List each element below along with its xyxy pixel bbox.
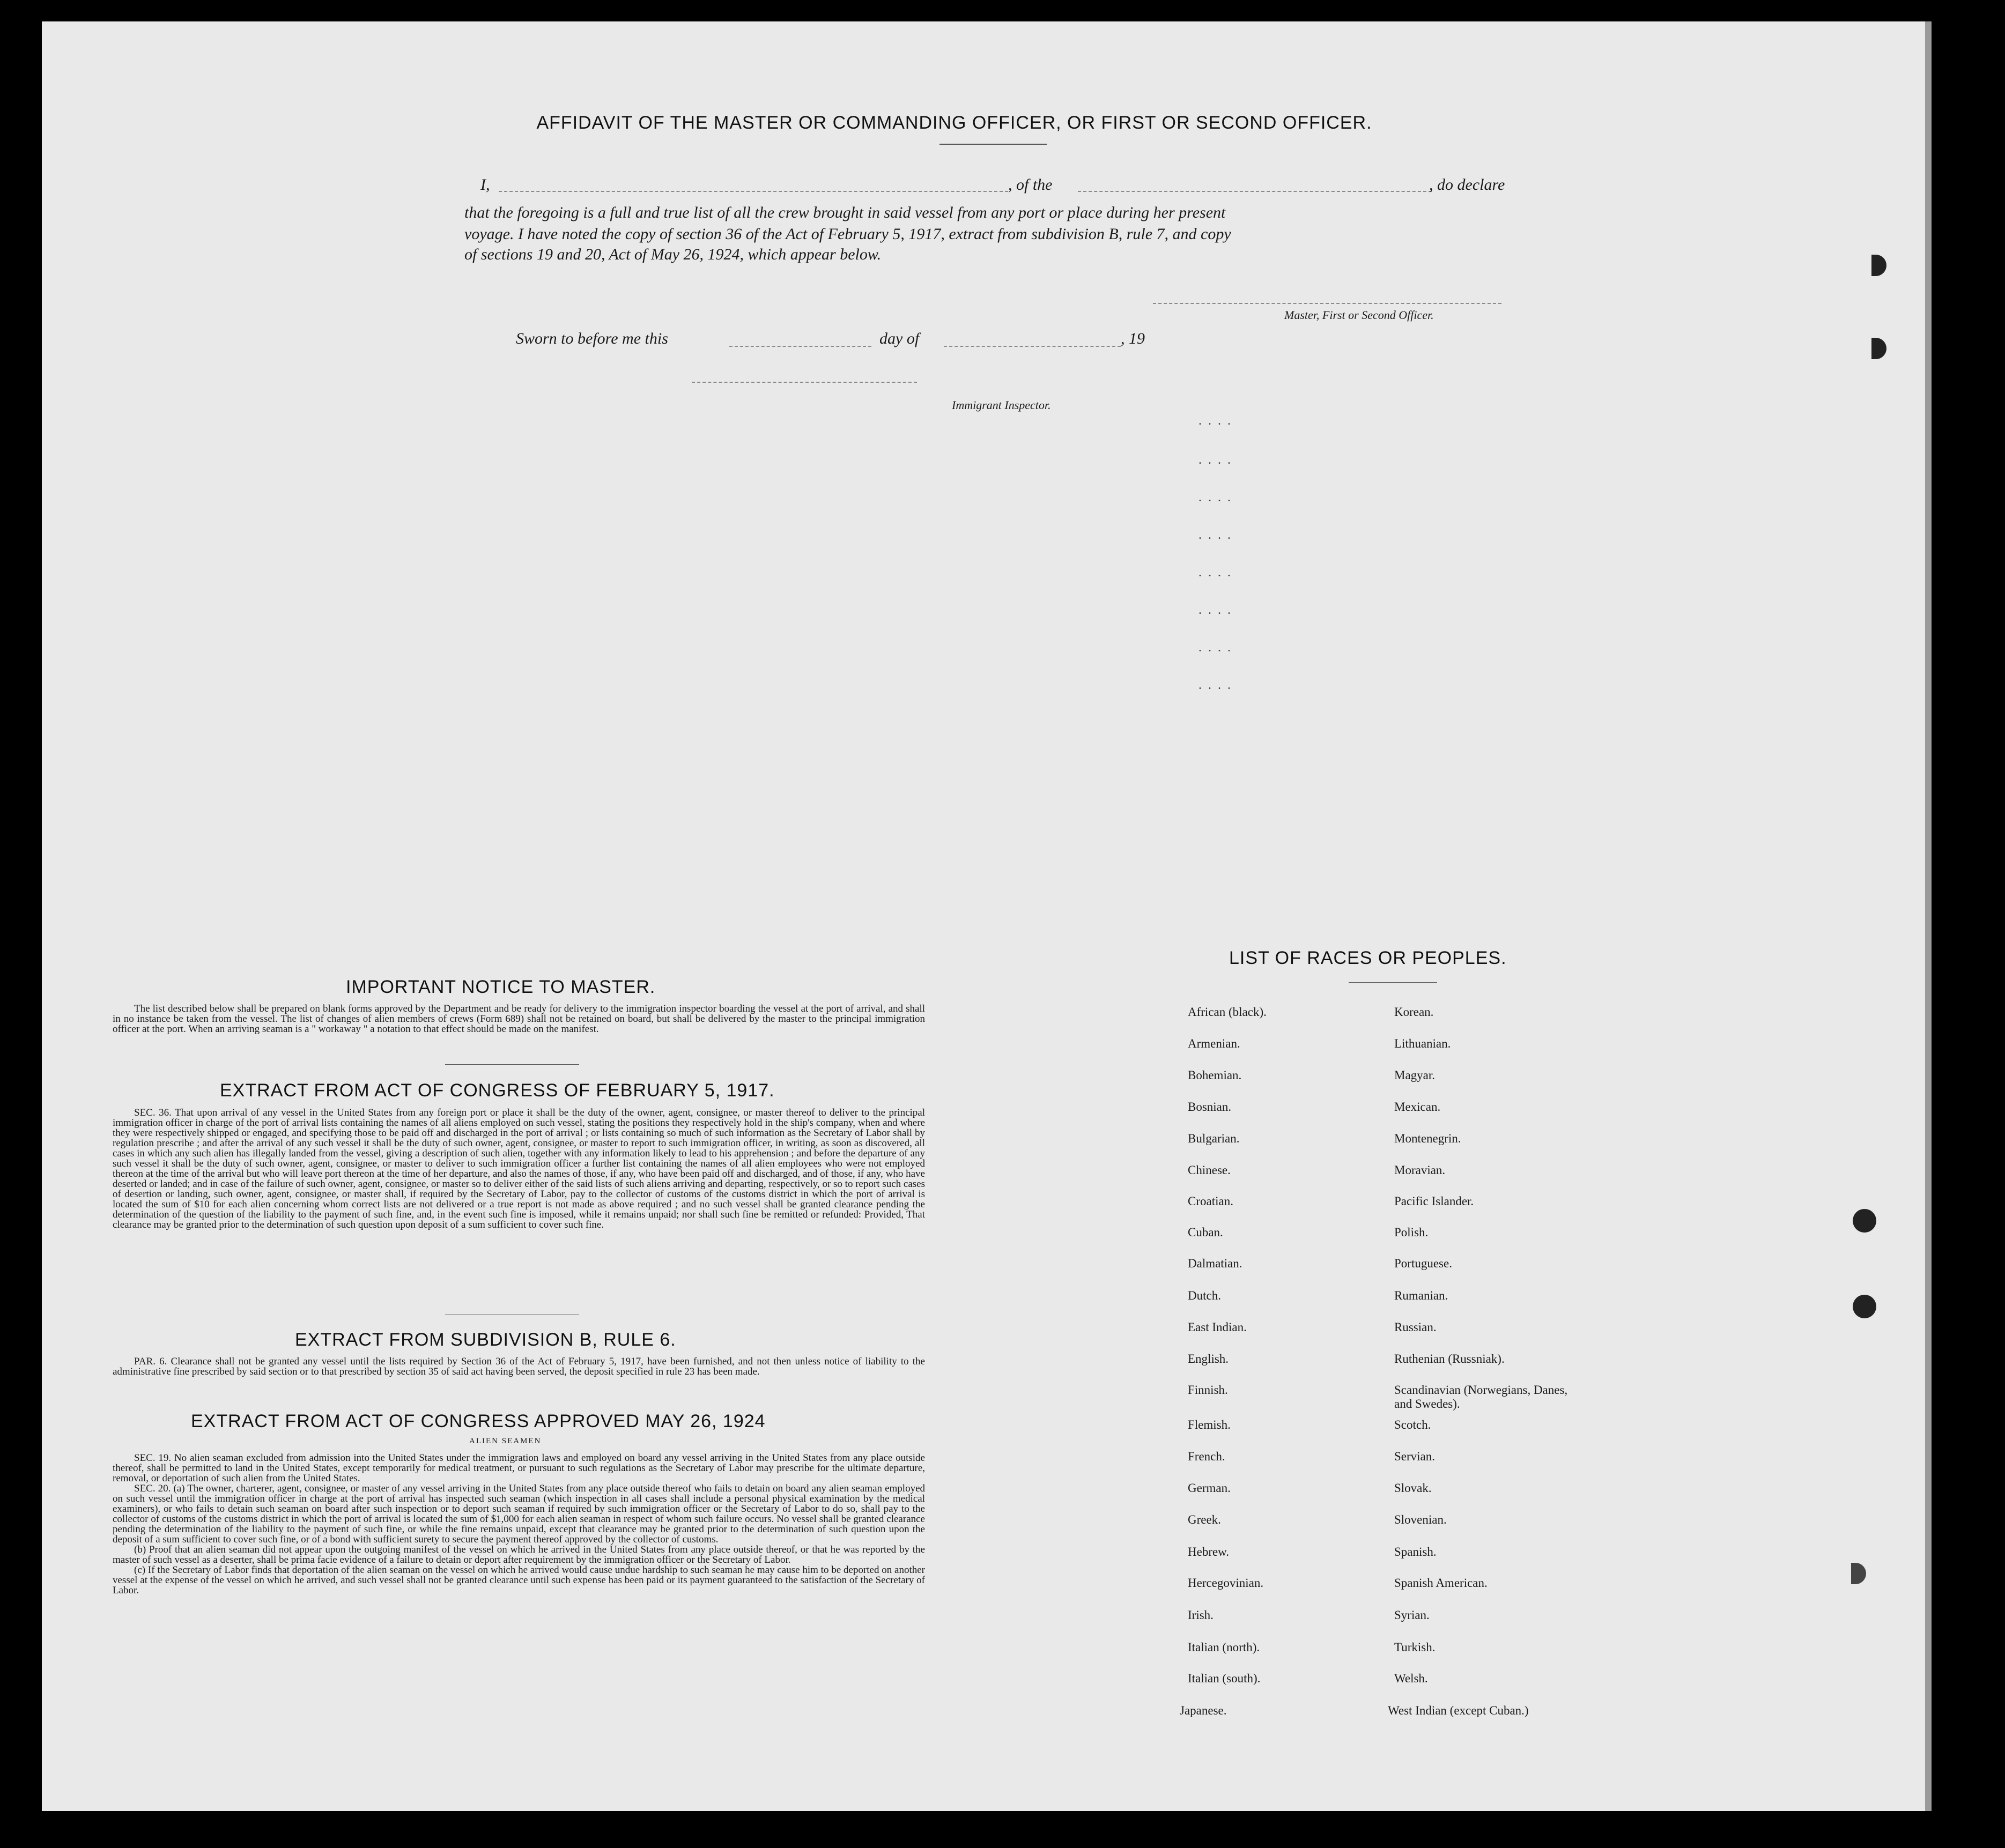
dot-leader: . . . . — [1198, 566, 1231, 580]
extract-1924-sec19: SEC. 19. No alien seaman excluded from admission into the United States under the immigration laws and employed on board any vessel arriving in the United States from any place outside thereof, shall be permitted to land in the United States, except temporarily for medical treatment, or pursuant to such regulations as the Secretary of Labor may prescribe for the ultimate departure, removal, or deportation of such alien from the United States. — [113, 1452, 925, 1484]
race-item: Bohemian. — [1188, 1068, 1242, 1082]
extract-1917-title: EXTRACT FROM ACT OF CONGRESS OF FEBRUARY 5, 1917. — [220, 1080, 775, 1101]
affidavit-title: AFFIDAVIT OF THE MASTER OR COMMANDING OFFICER, OR FIRST OR SECOND OFFICER. — [536, 113, 1372, 133]
extract-1924-block — [113, 1453, 925, 1595]
extract-1924-sec20b: (b) Proof that an alien seaman did not appear upon the outgoing manifest of the vessel on which he arrived in the United States from any place outside thereof, or that he was reported by the master of such vessel as a deserter, shall be prima facie evidence of a failure to detain or deport after requirement by the immigration officer or the Secretary of Labor. — [113, 1544, 925, 1565]
page-edge — [1925, 21, 1932, 1811]
dot-leader: . . . . — [1198, 528, 1231, 542]
affidavit-declare-label: , do declare — [1429, 176, 1505, 194]
extract-1924-sec20a: SEC. 20. (a) The owner, charterer, agent, consignee, or master of any vessel arriving in the United States from any place outside thereof who fails to detain on board any alien seaman employed on such vessel until the immigration officer in charge at the port of arrival has inspected such seaman (which inspection in all cases shall include a personal physical examination by the medical examiners), or who fails to detain such seaman on board after such inspection or to deport such seaman if required by such immigration officer or the Secretary of Labor to do so, shall pay to the collector of customs of the customs district in which the port of arrival is located the sum of $1,000 for each alien seaman in respect of whom such failure occurs. No vessel shall be granted clearance pending the determination of the liability to the payment of such fine, or while the fine remains unpaid, except that clearance may be granted prior to the determination of such question upon the deposit of a sum sufficient to cover such fine, or of a bond with sufficient surety to secure the payment thereof approved by the collector of customs. — [113, 1483, 925, 1545]
race-item: Irish. — [1188, 1608, 1214, 1622]
race-item: English. — [1188, 1352, 1229, 1365]
race-item: Korean. — [1394, 1005, 1434, 1019]
race-item: Hebrew. — [1188, 1545, 1230, 1558]
race-item: Pacific Islander. — [1394, 1194, 1474, 1208]
race-item: Dalmatian. — [1188, 1257, 1242, 1270]
race-item: Finnish. — [1188, 1383, 1228, 1397]
extract-rule-block — [113, 1356, 925, 1377]
notice-title: IMPORTANT NOTICE TO MASTER. — [346, 977, 656, 997]
extract-rule-title: EXTRACT FROM SUBDIVISION B, RULE 6. — [295, 1330, 676, 1350]
race-item: Portuguese. — [1394, 1257, 1452, 1270]
race-item: Rumanian. — [1394, 1289, 1448, 1302]
extract-1917-block — [113, 1108, 925, 1230]
race-item: Hercegovinian. — [1188, 1576, 1264, 1590]
race-item: Scandinavian (Norwegians, Danes, and Swedes). — [1394, 1383, 1568, 1411]
race-item: Dutch. — [1188, 1289, 1221, 1302]
race-item: Armenian. — [1188, 1037, 1240, 1050]
race-item: Moravian. — [1394, 1163, 1446, 1177]
race-item: Polish. — [1394, 1226, 1429, 1239]
title-rule — [939, 144, 1047, 145]
inspector-signature-line — [692, 382, 917, 383]
race-item: Lithuanian. — [1394, 1037, 1451, 1050]
vessel-blank — [1078, 191, 1432, 192]
race-item: Japanese. — [1180, 1704, 1227, 1717]
affidavit-of-the-label: , of the — [1008, 176, 1053, 194]
race-item: West Indian (except Cuban.) — [1388, 1704, 1529, 1717]
race-item: Slovak. — [1394, 1481, 1432, 1495]
day-of-label: day of — [879, 330, 920, 347]
declaration-line-2: voyage. I have noted the copy of section 36 of the Act of February 5, 1917, extract from subdivision B, rule 7, and copy — [464, 225, 1231, 243]
section-rule — [445, 1064, 579, 1065]
extract-1917-text: SEC. 36. That upon arrival of any vessel in the United States from any foreign port or place it shall be the duty of the owner, agent, consignee, or master thereof to deliver to the principal immigration officer in charge of the port of arrival lists containing the names of all aliens employed on such vessel, stating the positions they respectively hold in the ship's company, when and where they were respectively shipped or engaged, and specifying those to be paid off and discharged in the port of arrival ; or lists containing so much of such information as the Secretary of Labor shall by regulation prescribe ; and after the arrival of any such vessel it shall be the duty of such owner, agent, consignee, or master to report to such immigration officer, in writing, as soon as discovered, all cases in which any such alien has illegally landed from the vessel, giving a description of such alien, together with any information likely to lead to his apprehension ; and before the departure of any such vessel it shall be the duty of such owner, agent, consignee, or master to deliver to such immigration officer a further list containing the names of all alien employees who were not employed thereon at the time of the arrival but who will leave port thereon at the time of her departure, and also the names of those, if any, who have been paid off and discharged, and of those, if any, who have deserted or landed; and in case of the failure of such owner, agent, consignee, or master so to deliver either of the said lists of such aliens arriving and departing, respectively, or so to report such cases of desertion or landing, such owner, agent, consignee, or master shall, if required by the Secretary of Labor, pay to the collector of customs of the customs district in which the port of arrival is located the sum of $10 for each alien concerning whom correct lists are not delivered or a true report is not made as above required ; and no such vessel shall be granted clearance pending the determination of the question of the liability to the payment of such fine, and, in the event such fine is imposed, while it remains unpaid; nor shall such fine be remitted or refunded: Provided, That clearance may be granted prior to the determination of such question upon deposit of a sum sufficient to cover such fine. — [113, 1107, 925, 1230]
race-item: East Indian. — [1188, 1320, 1247, 1334]
dot-leader: . . . . — [1198, 603, 1231, 617]
dot-leader: . . . . — [1198, 641, 1231, 655]
race-item: Russian. — [1394, 1320, 1437, 1334]
extract-1924-sec20c: (c) If the Secretary of Labor finds that deportation of the alien seaman on the vessel on which he arrived would cause undue hardship to such seaman he may cause him to be deported on another vessel at the expense of the vessel on which he arrived, and such vessel shall not be granted clearance until such expense has been paid or its payment guaranteed to the satisfaction of the Secretary of Labor. — [113, 1564, 925, 1596]
year-label: , 19 — [1121, 330, 1145, 347]
race-item: Bosnian. — [1188, 1100, 1232, 1114]
dot-leader: . . . . — [1198, 414, 1231, 428]
notice-text: The list described below shall be prepared on blank forms approved by the Department and be ready for delivery to the immigration inspector boarding the vessel at the port of arrival, and shall in no instance be taken from the vessel. The list of changes of alien members of crews (Form 689) shall not be retained on board, but shall be delivered by the master to the principal immigration officer at the port. When an arriving seaman is a " workaway " a notation to that effect should be made on the manifest. — [113, 1003, 925, 1035]
race-item: Bulgarian. — [1188, 1132, 1240, 1145]
race-item: African (black). — [1188, 1005, 1267, 1019]
inspector-label: Immigrant Inspector. — [952, 398, 1051, 412]
race-item: Croatian. — [1188, 1194, 1233, 1208]
race-item: Turkish. — [1394, 1641, 1436, 1654]
races-rule — [1349, 982, 1437, 983]
name-blank — [499, 191, 1008, 192]
race-item: Magyar. — [1394, 1068, 1436, 1082]
race-item: Flemish. — [1188, 1418, 1231, 1431]
race-item: Mexican. — [1394, 1100, 1441, 1114]
race-item: Servian. — [1394, 1450, 1436, 1463]
race-item: Slovenian. — [1394, 1513, 1447, 1526]
race-item: Syrian. — [1394, 1608, 1430, 1622]
dot-leader: . . . . — [1198, 491, 1231, 504]
race-item: Spanish. — [1394, 1545, 1437, 1558]
race-item: Greek. — [1188, 1513, 1221, 1526]
race-item: Scotch. — [1394, 1418, 1431, 1431]
sworn-label: Sworn to before me this — [516, 330, 668, 347]
binder-hole — [1853, 1209, 1876, 1233]
month-blank — [944, 346, 1121, 347]
dot-leader: . . . . — [1198, 678, 1231, 692]
race-item: Cuban. — [1188, 1226, 1223, 1239]
dot-leader: . . . . — [1198, 453, 1231, 467]
race-item: Ruthenian (Russniak). — [1394, 1352, 1505, 1365]
day-blank — [729, 346, 871, 347]
extract-1924-subtitle: ALIEN SEAMEN — [469, 1437, 542, 1445]
race-item: Chinese. — [1188, 1163, 1231, 1177]
master-signature-label: Master, First or Second Officer. — [1284, 308, 1434, 322]
race-item: French. — [1188, 1450, 1225, 1463]
affidavit-i-label: I, — [480, 176, 490, 194]
extract-1924-title: EXTRACT FROM ACT OF CONGRESS APPROVED MAY 26, 1924 — [191, 1411, 766, 1431]
race-item: Welsh. — [1394, 1672, 1428, 1685]
extract-rule-text: PAR. 6. Clearance shall not be granted any vessel until the lists required by Section 36 of the Act of February 5, 1917, have been furnished, and not then unless notice of liability to the administrative fine prescribed by said section or to that prescribed by section 35 of said act having been served, the deposit specified in rule 23 has been made. — [113, 1356, 925, 1377]
race-item: Spanish American. — [1394, 1576, 1488, 1590]
race-item: Italian (north). — [1188, 1641, 1260, 1654]
master-signature-line — [1153, 303, 1501, 304]
declaration-line-3: of sections 19 and 20, Act of May 26, 1924, which appear below. — [464, 246, 882, 263]
race-item: Montenegrin. — [1394, 1132, 1461, 1145]
binder-hole — [1853, 1295, 1876, 1318]
race-item: German. — [1188, 1481, 1231, 1495]
race-item: Italian (south). — [1188, 1672, 1261, 1685]
races-title: LIST OF RACES OR PEOPLES. — [1229, 948, 1507, 968]
declaration-line-1: that the foregoing is a full and true list of all the crew brought in said vessel from any port or place during her present — [464, 204, 1226, 221]
notice-text-block — [113, 1004, 925, 1034]
